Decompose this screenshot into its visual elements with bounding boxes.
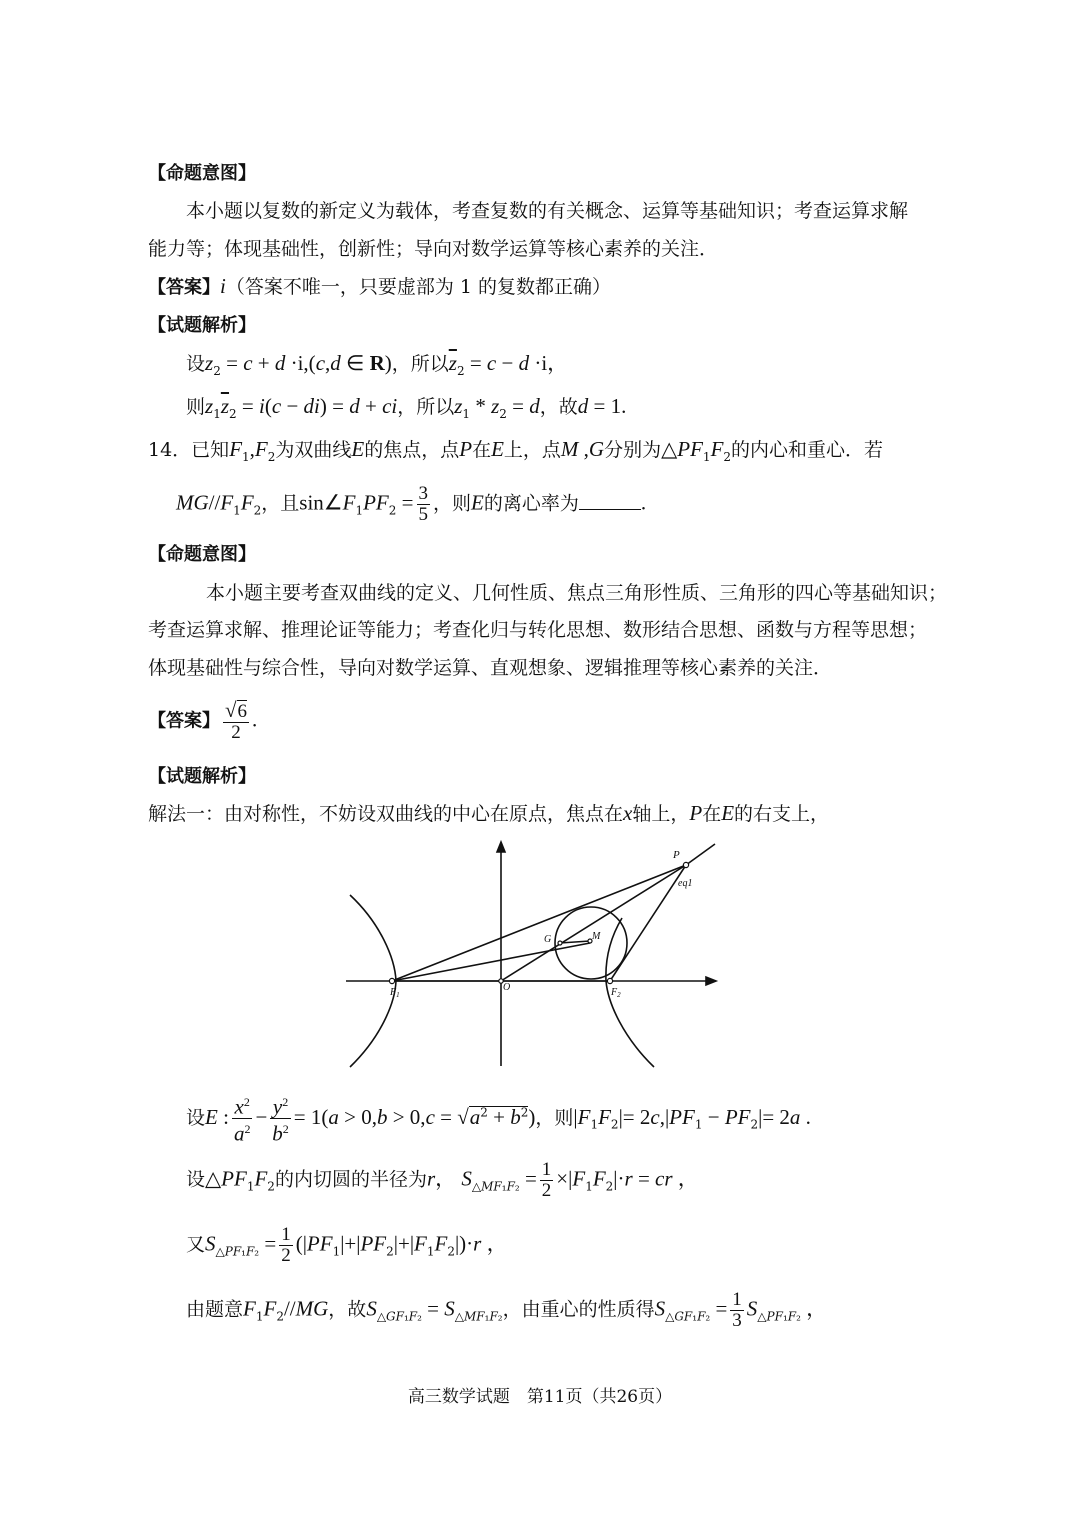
formula-then: 则$z_1\overline{z}_2 = i(c - di) = d$ + ci，所以$z_1 * z_2 = d$，故d = 1.: [186, 394, 627, 421]
label-F1: $F_1$: [390, 987, 400, 999]
answer-1-line: 【答案】i（答案不唯一，只要虚部为 1 的复数都正确）: [148, 274, 612, 298]
segment-F1-P: [392, 865, 686, 981]
formula-set-z2: 设$z_2 = c + d \cdot i,(c,d$ ∈ R)，所以$\overline{z}_2 = c - d \cdot i$，: [186, 351, 569, 378]
fraction-sqrt6-2: $\frac{√6}{2}$: [225, 698, 248, 743]
label-M: M: [592, 931, 601, 942]
analysis-heading-1: 【试题解析】: [148, 315, 256, 336]
segment-O-P: [501, 865, 686, 981]
answer-blank: [579, 491, 641, 510]
point-F2: [607, 978, 612, 983]
fraction-3-5: $\frac{3}{5}$: [418, 483, 428, 525]
intent-heading-1: 【命题意图】: [148, 163, 256, 184]
intent-2-line-1: 本小题主要考查双曲线的定义、几何性质、焦点三角形性质、三角形的四心等基础知识；: [206, 582, 948, 604]
page-footer: 高三数学试题 第11页（共26页）: [407, 1387, 673, 1407]
label-F2: $F_2$: [611, 987, 621, 999]
label-eq1: eq1: [678, 878, 693, 889]
label-P: P: [673, 849, 680, 861]
hyperbola-figure: [340, 838, 730, 1070]
point-P: [683, 862, 688, 867]
segment-extension: [686, 844, 715, 865]
point-G: [558, 941, 562, 945]
point-F1: [389, 978, 394, 983]
intent-2-line-3: 体现基础性与综合性，导向对数学运算、直观想象、逻辑推理等核心素养的关注．: [148, 657, 833, 679]
x-axis-arrow: [706, 977, 716, 985]
intent-heading-2: 【命题意图】: [148, 544, 256, 565]
answer-1-text: （答案不唯一，只要虚部为 1 的复数都正确）: [225, 276, 612, 298]
question-14-line-2: $MG//F_1F_2$，且$\sin\angle F_1PF_2$ = $\frac{3}{5}$ ，则E的离心率为 .: [176, 483, 647, 525]
answer-heading-2: 【答案】: [148, 710, 220, 732]
answer-heading-1: 【答案】: [148, 277, 220, 298]
y-axis-arrow: [497, 842, 505, 852]
formula-area: 又$S_{\triangle PF_1F_2}$ = $\frac{1}{2}$ $(|PF_1|+|PF_2|+|F_1F_2|)\cdot r$ ，: [186, 1224, 508, 1266]
formula-incircle: 设$\triangle PF_1F_2$的内切圆的半径为r， $S_{\triangle MF_1F_2}$ = $\frac{1}{2}$ $\times|F_1F_2|\cdot r$ = cr ，: [186, 1159, 699, 1201]
intent-1-line-2: 能力等；体现基础性，创新性；导向对数学运算等核心素养的关注．: [148, 238, 719, 260]
question-14-line-1: 14．已知$F_1,F_2$为双曲线E的焦点，点P在E上，点M ,G分别为$\triangle PF_1F_2$的内心和重心．若: [148, 437, 884, 464]
method-one-line: 解法一：由对称性，不妨设双曲线的中心在原点，焦点在x轴上，P在E的右支上，: [148, 801, 830, 825]
label-G: G: [544, 934, 552, 945]
intent-2-line-2: 考查运算求解、推理论证等能力；考查化归与转化思想、数形结合思想、函数与方程等思想；: [148, 619, 928, 641]
label-O: O: [503, 982, 511, 993]
formula-set-E: 设E : $\frac{x^2}{a^2}$ − $\frac{y^2}{b^2}$ = $1(a > 0,b > 0,c = √a^2 + b^2)$，则$|F_1F_2|= 2c,|PF_1 - PF_2|= 2a$ .: [186, 1092, 811, 1146]
answer-2-line: 【答案】 $\frac{√6}{2}$ .: [148, 698, 258, 743]
formula-given: 由题意$F_1F_2//MG$，故$S_{\triangle GF_1F_2} = S_{\triangle MF_1F_2}$，由重心的性质得$S_{\triangle GF_1F_2}$ = $\frac{1}{3}$ $S_{\triangle PF_1F_2}$ ，: [186, 1289, 828, 1331]
intent-1-line-1: 本小题以复数的新定义为载体，考查复数的有关概念、运算等基础知识；考查运算求解: [186, 200, 909, 222]
analysis-heading-2: 【试题解析】: [148, 766, 256, 787]
